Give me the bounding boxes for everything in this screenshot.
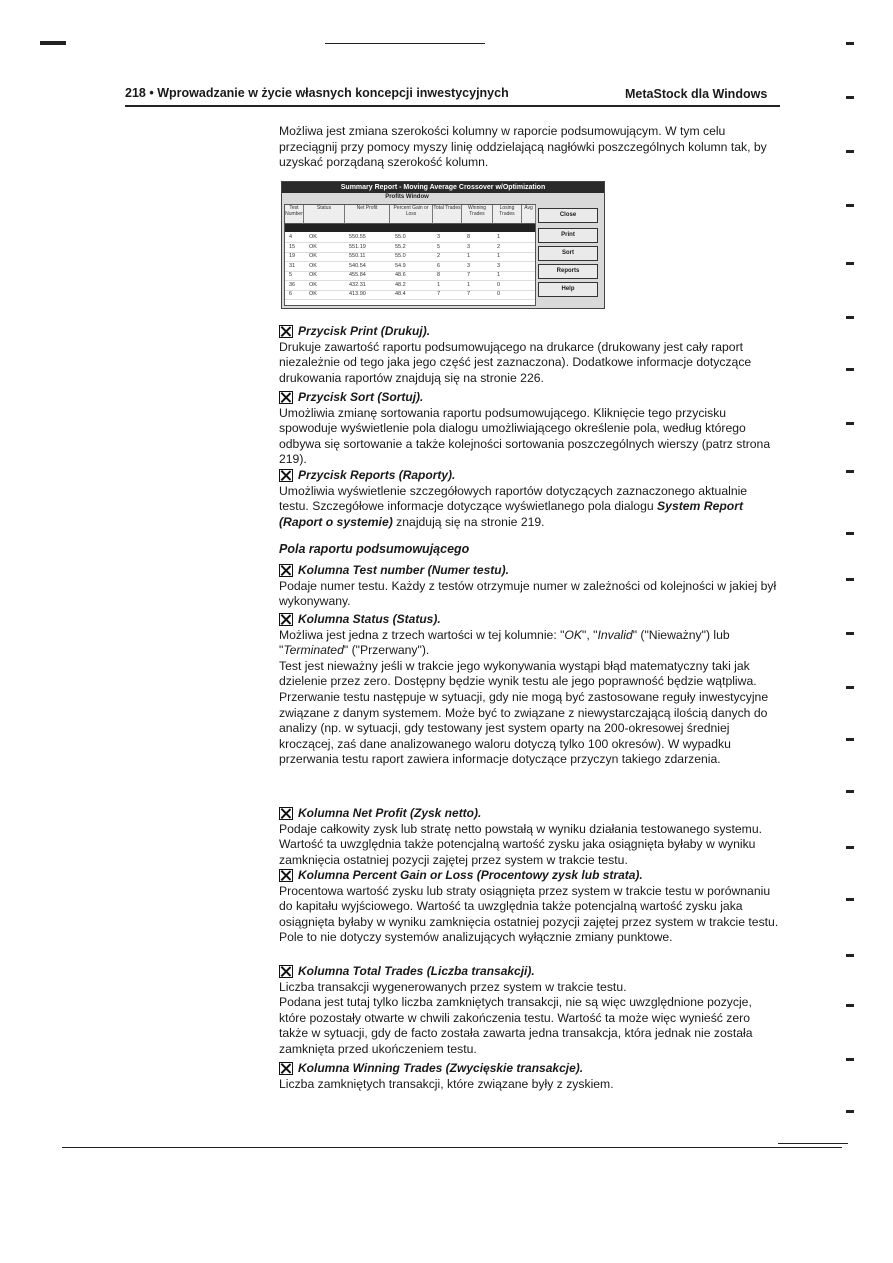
table-cell[interactable]: OK — [309, 291, 317, 297]
dialog-subtitle: Profits Window — [385, 194, 429, 200]
table-cell[interactable]: 3 — [437, 234, 441, 240]
scan-mark — [846, 532, 854, 535]
table-cell[interactable]: OK — [309, 253, 317, 259]
item-body: Drukuje zawartość raportu podsumowującego na drukarce (drukowany jest cały raport niezależnie od tego jaka jego część jest zaznaczona). Dodatkowe informacje dotyczące drukowania raportów znajdują się na stronie 226. — [279, 339, 752, 385]
table-cell[interactable]: 36 — [289, 281, 296, 288]
checkbox-x-icon — [279, 807, 293, 820]
system-report-ref: System Report (Raport o systemie) — [279, 499, 744, 529]
scan-mark — [846, 578, 854, 581]
item-body: Test jest nieważny jeśli w trakcie jego wykonywania wystąpi błąd matematyczny taki jak dzielenie przez zero. Dostępny będzie wynik testu ale jego poprawność będzie wątpliwa. — [279, 658, 757, 689]
table-cell[interactable]: 31 — [289, 262, 296, 269]
running-header-right: MetaStock dla Windows — [625, 87, 768, 101]
col-header[interactable]: Test Number — [285, 205, 304, 224]
bottom-rule-short — [778, 1143, 848, 1144]
col-header[interactable]: Losing Trades — [493, 205, 522, 224]
scan-mark — [846, 150, 854, 153]
table-cell[interactable]: 2 — [497, 243, 501, 250]
table-cell[interactable]: 55.0 — [395, 234, 406, 240]
item-heading: Kolumna Winning Trades (Zwycięskie transakcje). — [298, 1061, 584, 1075]
table-cell[interactable]: 1 — [467, 281, 471, 288]
report-grid — [284, 204, 536, 306]
item-heading: Kolumna Test number (Numer testu). — [298, 563, 509, 577]
table-cell[interactable]: 48.2 — [395, 281, 406, 288]
checkbox-x-icon — [279, 391, 293, 404]
item-body: Umożliwia zmianę sortowania raportu podsumowującego. Kliknięcie tego przycisku spowoduje wyświetlenie pola dialogu umożliwiającego określenie pola, według którego odbywa się sortowanie a także kolejności sortowania poszczególnych wierszy (patrz strona 219). — [279, 405, 771, 467]
item-heading: Kolumna Net Profit (Zysk netto). — [298, 806, 482, 820]
item-body: Podaje całkowity zysk lub stratę netto powstałą w wyniku działania testowanego systemu. Wartość ta uwzględnia także potencjalną wartość zysku jaka osiągnięta byłaby w wyniku zamknięcia ostatniej pozycji zajętej przez system w trakcie testu. — [279, 821, 763, 867]
table-cell[interactable]: 6 — [437, 262, 441, 269]
sort-button[interactable]: Sort — [538, 246, 598, 261]
scan-mark — [846, 470, 854, 473]
table-cell[interactable]: 551.19 — [349, 243, 366, 250]
page-number: 218 — [125, 86, 146, 100]
table-cell[interactable]: 2 — [437, 253, 441, 259]
scan-mark — [846, 96, 854, 99]
table-cell[interactable]: 3 — [467, 262, 471, 269]
scan-mark — [846, 422, 854, 425]
field-status — [279, 612, 779, 768]
checkbox-x-icon — [279, 1062, 293, 1075]
item-body: Procentowa wartość zysku lub straty osiągnięta przez system w trakcie testu w porównaniu do kapitału wyjściowego. Wartość ta uwzględnia także potencjalną wartość zysku jaka osiągnięta byłaby w wyniku zamknięcia ostatniej pozycji zajętej przez system w trakcie testu. Pole to nie dotyczy systemów analizujących wyłącznie zmiany punktowe. — [279, 883, 779, 945]
print-button-description — [279, 324, 779, 386]
col-header[interactable]: Net Profit — [345, 205, 390, 224]
checkbox-x-icon — [279, 564, 293, 577]
table-cell[interactable]: 1 — [497, 272, 501, 278]
intro-paragraph: Możliwa jest zmiana szerokości kolumny w raporcie podsumowującym. W tym celu przeciągnij przy pomocy myszy linię oddzielającą nagłówki poszczególnych kolumn tak, by uzyskać porządaną szerokość kolumn. — [279, 124, 767, 170]
table-cell[interactable]: 55.0 — [395, 253, 406, 259]
field-total-trades — [279, 964, 779, 1058]
item-body: Podana jest tutaj tylko liczba zamkniętych transakcji, nie są więc uwzględnione pozycje, które pozostały otwarte w chwili zakończenia testu. Wartość ta może więc wynieść zero także w sytuacji, gdy de facto została zawarta jedna transakcja, która jednak nie została zamknięta przed ukończeniem testu. — [279, 995, 753, 1056]
table-cell[interactable]: 8 — [467, 234, 471, 240]
table-cell[interactable]: 7 — [467, 291, 471, 297]
checkbox-x-icon — [279, 469, 293, 482]
item-heading: Kolumna Total Trades (Liczba transakcji). — [298, 964, 535, 978]
dialog-title: Summary Report - Moving Average Crossover w/Optimization — [282, 182, 604, 193]
item-body: Możliwa jest jedna z trzech wartości w tej kolumnie: "OK", "Invalid" ("Nieważny") lub "Terminated" ("Przerwany"). — [279, 627, 730, 658]
field-percent-gain — [279, 868, 779, 946]
table-cell[interactable]: 550.55 — [349, 234, 366, 240]
scan-mark — [846, 738, 854, 741]
header-bullet: • — [149, 86, 154, 100]
row-divider — [285, 299, 535, 300]
table-cell[interactable]: 19 — [289, 253, 296, 259]
table-cell[interactable]: 4 — [289, 234, 293, 240]
scan-mark — [846, 954, 854, 957]
col-header[interactable]: Avg — [522, 205, 536, 224]
item-body: Przerwanie testu następuje w sytuacji, gdy nie mogą być zastosowane reguły inwestycyjne związane z danym systemem. Może być to związane z niewystarczającą ilością danych do analizy (np. w sytuacji, gdy testowany jest system oparty na 200-okresowej średniej kroczącej, zaś dane analizowanego waloru dotyczą tylko 100 okresów). W wypadku przerwania testu raport zawiera informacje dotyczące przyczyn takiego zdarzenia. — [279, 689, 769, 767]
scan-mark — [846, 632, 854, 635]
table-cell[interactable]: OK — [309, 243, 317, 250]
table-cell[interactable]: OK — [309, 262, 317, 269]
table-cell[interactable]: 413.90 — [349, 291, 366, 297]
table-cell[interactable]: 6 — [289, 291, 293, 297]
table-cell[interactable]: 7 — [467, 272, 471, 278]
table-cell[interactable]: 455.84 — [349, 272, 366, 278]
sort-button-description — [279, 390, 779, 468]
item-body: Liczba transakcji wygenerowanych przez system w trakcie testu. — [279, 979, 627, 994]
scan-mark — [846, 42, 854, 45]
table-cell[interactable]: 1 — [467, 253, 471, 259]
top-rule — [325, 43, 485, 44]
help-button[interactable]: Help — [538, 282, 598, 297]
table-cell[interactable]: 7 — [437, 291, 441, 297]
table-cell[interactable]: 0 — [497, 291, 501, 297]
table-cell[interactable]: 432.31 — [349, 281, 366, 288]
reports-button-description — [279, 468, 779, 530]
table-cell[interactable]: OK — [309, 281, 317, 288]
item-heading: Przycisk Reports (Raporty). — [298, 468, 456, 482]
col-header[interactable]: Percent Gain or Loss — [390, 205, 433, 224]
running-header-left — [125, 86, 509, 100]
checkbox-x-icon — [279, 869, 293, 882]
scan-mark — [846, 1058, 854, 1061]
item-body: Umożliwia wyświetlenie szczegółowych raportów dotyczących zaznaczonego aktualnie testu. Szczegółowe informacje dotyczące wyświetlanego pola dialogu System Report (Raport o systemie) znajdują się na stronie 219. — [279, 483, 748, 529]
table-cell[interactable]: 550.11 — [349, 253, 366, 259]
summary-report-dialog — [281, 181, 605, 309]
item-body: Podaje numer testu. Każdy z testów otrzymuje numer w zależności od kolejności w jakiej był wykonywany. — [279, 578, 777, 609]
table-cell[interactable]: 540.54 — [349, 262, 366, 269]
print-button[interactable]: Print — [538, 228, 598, 243]
item-heading: Przycisk Sort (Sortuj). — [298, 390, 424, 404]
field-test-number — [279, 563, 779, 610]
reports-button[interactable]: Reports — [538, 264, 598, 279]
scan-mark — [846, 898, 854, 901]
table-cell[interactable]: 48.4 — [395, 291, 406, 297]
selected-row[interactable] — [285, 224, 535, 232]
table-cell[interactable]: 1 — [497, 253, 501, 259]
field-net-profit — [279, 806, 779, 868]
table-cell[interactable]: 3 — [467, 243, 471, 250]
scan-mark — [846, 1004, 854, 1007]
item-body: Liczba zamkniętych transakcji, które związane były z zyskiem. — [279, 1076, 614, 1091]
item-heading: Przycisk Print (Drukuj). — [298, 324, 431, 338]
scan-mark — [846, 790, 854, 793]
col-header[interactable]: Status — [304, 205, 345, 224]
table-cell[interactable]: 1 — [437, 281, 441, 288]
field-winning-trades — [279, 1061, 779, 1092]
table-cell[interactable]: 5 — [289, 272, 293, 278]
bottom-rule — [62, 1147, 842, 1148]
scan-mark — [846, 686, 854, 689]
item-heading: Kolumna Percent Gain or Loss (Procentowy zysk lub strata). — [298, 868, 643, 882]
table-cell[interactable]: 55.2 — [395, 243, 406, 250]
checkbox-x-icon — [279, 325, 293, 338]
table-cell[interactable]: 54.9 — [395, 262, 406, 269]
item-heading: Kolumna Status (Status). — [298, 612, 441, 626]
table-cell[interactable]: 1 — [497, 234, 501, 240]
table-cell[interactable]: 0 — [497, 281, 501, 288]
table-cell[interactable]: 3 — [497, 262, 501, 269]
scan-mark — [846, 368, 854, 371]
table-cell[interactable]: 15 — [289, 243, 296, 250]
scan-mark — [846, 204, 854, 207]
section-title: Pola raportu podsumowującego — [279, 542, 470, 556]
table-cell[interactable]: OK — [309, 234, 317, 240]
table-cell[interactable]: 48.6 — [395, 272, 406, 278]
col-header[interactable]: Total Trades — [433, 205, 462, 224]
col-header[interactable]: Winning Trades — [462, 205, 493, 224]
close-button[interactable]: Close — [538, 208, 598, 223]
scan-mark — [846, 1110, 854, 1113]
scan-mark — [846, 316, 854, 319]
checkbox-x-icon — [279, 965, 293, 978]
table-cell[interactable]: 8 — [437, 272, 441, 278]
scan-mark — [846, 846, 854, 849]
checkbox-x-icon — [279, 613, 293, 626]
header-rule — [125, 105, 780, 107]
table-cell[interactable]: OK — [309, 272, 317, 278]
table-cell[interactable]: 5 — [437, 243, 441, 250]
scan-mark — [40, 41, 66, 45]
chapter-title: Wprowadzanie w życie własnych koncepcji inwestycyjnych — [157, 86, 509, 100]
scan-mark — [846, 262, 854, 265]
